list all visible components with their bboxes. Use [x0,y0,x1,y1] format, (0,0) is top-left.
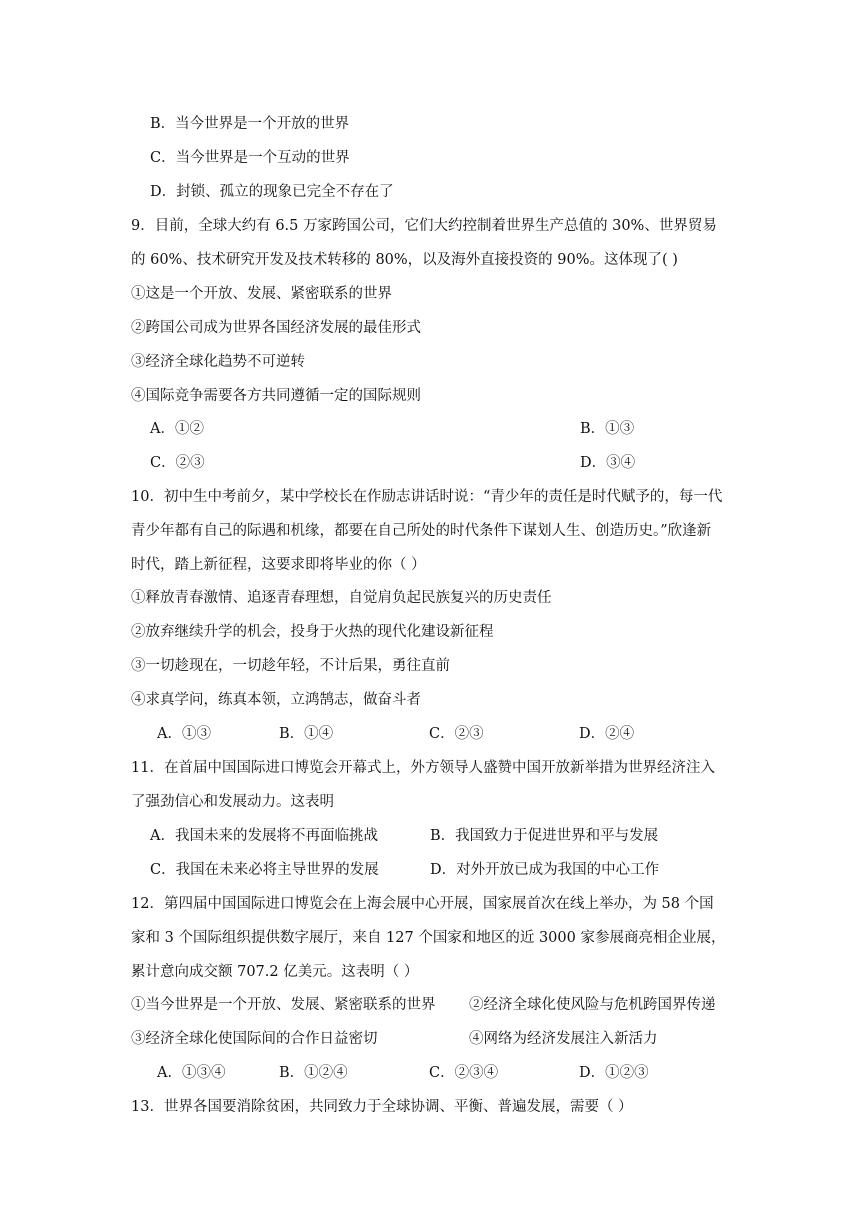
q10-stem-line-3: 时代，踏上新征程，这要求即将毕业的你（ ） [131,557,426,573]
q13-stem-line-1: 13．世界各国要消除贫困，共同致力于全球协调、平衡、普遍发展，需要（ ） [131,1099,633,1115]
q12-statement-3: ③经济全球化使国际间的合作日益密切 [131,1031,378,1047]
q8-option-b: B．当今世界是一个开放的世界 [150,116,350,132]
q10-option-a: A．①③ [157,726,211,742]
q9-statement-3: ③经济全球化趋势不可逆转 [131,354,305,370]
q9-statement-4: ④国际竞争需要各方共同遵循一定的国际规则 [131,388,421,404]
q9-option-a: A．①② [150,421,204,437]
q9-options-row-1 [150,419,750,439]
q9-statement-1: ①这是一个开放、发展、紧密联系的世界 [131,286,392,302]
q12-option-c: C．②③④ [429,1065,499,1081]
q8-option-d: D．封锁、孤立的现象已完全不存在了 [150,184,394,200]
q11-options-row-2 [150,860,770,880]
q10-statement-3: ③一切趁现在，一切趁年轻，不计后果，勇往直前 [131,658,450,674]
q11-option-b: B．我国致力于促进世界和平与发展 [430,828,659,844]
q12-statements-row-1 [131,995,751,1015]
q12-option-a: A．①③④ [157,1065,226,1081]
q12-statement-2: ②经济全球化使风险与危机跨国界传递 [469,997,716,1013]
q12-option-b: B．①②④ [279,1065,348,1081]
q8-option-c: C．当今世界是一个互动的世界 [150,150,350,166]
q9-option-b: B．①③ [580,421,635,437]
q11-stem-line-1: 11．在首届中国国际进口博览会开幕式上，外方领导人盛赞中国开放新举措为世界经济注入 [131,760,715,776]
q10-statement-2: ②放弃继续升学的机会，投身于火热的现代化建设新征程 [131,624,494,640]
q10-option-d: D．②④ [579,726,635,742]
q9-stem-line-2: 的 60%、技术研究开发及技术转移的 80%，以及海外直接投资的 90%。这体现了( ) [131,252,678,268]
q9-option-c: C．②③ [150,455,205,471]
q10-option-c: C．②③ [429,726,484,742]
q9-stem-line-1: 9．目前，全球大约有 6.5 万家跨国公司，它们大约控制着世界生产总值的 30%、世界贸易 [131,218,717,234]
q12-stem-line-2: 家和 3 个国际组织提供数字展厅，来自 127 个国家和地区的近 3000 家参展商亮相企业展， [131,930,726,946]
q10-statement-1: ①释放青春激情、追逐青春理想，自觉肩负起民族复兴的历史责任 [131,590,552,606]
q9-options-row-2 [150,453,750,473]
q12-statement-1: ①当今世界是一个开放、发展、紧密联系的世界 [131,997,436,1013]
q12-statements-row-2 [131,1029,751,1049]
q11-option-d: D．对外开放已成为我国的中心工作 [430,862,660,878]
q12-stem-line-3: 累计意向成交额 707.2 亿美元。这表明（ ） [131,964,419,980]
q10-statement-4: ④求真学问，练真本领，立鸿鹄志，做奋斗者 [131,692,421,708]
q12-statement-4: ④网络为经济发展注入新活力 [469,1031,658,1047]
q9-statement-2: ②跨国公司成为世界各国经济发展的最佳形式 [131,320,421,336]
q11-stem-line-2: 了强劲信心和发展动力。这表明 [131,794,334,810]
q11-options-row-1 [150,826,770,846]
q10-option-b: B．①④ [279,726,334,742]
q12-option-d: D．①②③ [579,1065,649,1081]
q10-stem-line-1: 10．初中生中考前夕，某中学校长在作励志讲话时说：“青少年的责任是时代赋予的，每一代 [131,489,723,505]
q9-option-d: D．③④ [580,455,636,471]
q11-option-a: A．我国未来的发展将不再面临挑战 [150,828,378,844]
q11-option-c: C．我国在未来必将主导世界的发展 [150,862,379,878]
q10-stem-line-2: 青少年都有自己的际遇和机缘，都要在自己所处的时代条件下谋划人生、创造历史。”欣逢新 [131,523,712,539]
q12-stem-line-1: 12．第四届中国国际进口博览会在上海会展中心开展，国家展首次在线上举办，为 58 个国 [131,896,714,912]
